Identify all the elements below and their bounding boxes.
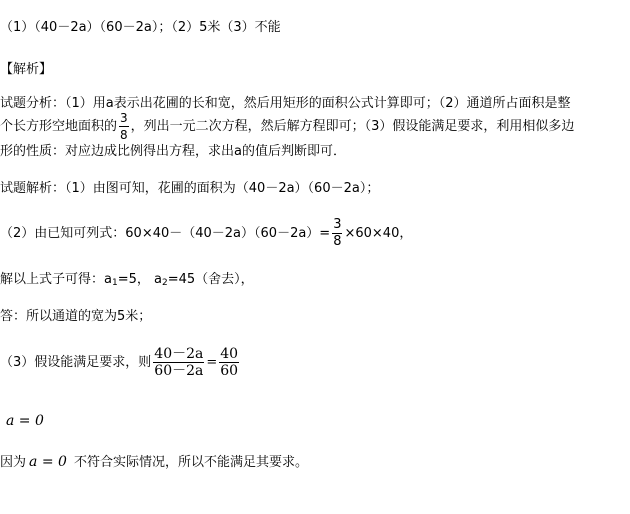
- fraction-denominator: 60: [220, 363, 239, 379]
- solution-line-7: [0, 454, 308, 471]
- fraction-ratio-right: [219, 346, 239, 379]
- solution-text-4: 答：所以通道的宽为5米；: [0, 309, 152, 324]
- fraction-three-eighths: [119, 110, 129, 143]
- solution-line-2: [0, 217, 412, 250]
- fraction-three-eighths-2: [332, 217, 342, 250]
- solution-text-7b: 不符合实际情况，所以不能满足其要求。: [69, 455, 309, 470]
- analysis-heading-text: 【解析】: [0, 62, 53, 77]
- fraction-numerator: 40: [220, 346, 239, 362]
- solution-text-3c: =45（舍去），: [167, 272, 254, 287]
- solution-line-3: [0, 272, 254, 291]
- analysis-paragraph-line-2: [0, 110, 574, 143]
- analysis-text-2a: 个长方形空地面积的: [0, 119, 118, 134]
- solution-text-1: 试题解析：（1）由图可知，花圃的面积为（40－2a）（60－2a）；: [0, 181, 380, 196]
- answer-line: [0, 20, 281, 36]
- solution-line-5: [0, 346, 241, 379]
- fraction-denominator: 8: [120, 128, 128, 142]
- solution-inline-math: a = 0: [29, 454, 67, 470]
- solution-text-2b: ×60×40，: [344, 226, 413, 241]
- fraction-ratio-left: [153, 346, 204, 379]
- solution-line-4: [0, 309, 151, 325]
- analysis-paragraph-line-3: [0, 144, 346, 160]
- fraction-numerator: 40－2a: [154, 346, 204, 362]
- fraction-denominator: 60－2a: [154, 363, 204, 379]
- analysis-text-2b: ，列出一元二次方程，然后解方程即可；（3）假设能满足要求，利用相似多边: [130, 119, 575, 134]
- subscript-2: 2: [161, 278, 168, 288]
- equals-sign: =: [206, 355, 218, 370]
- solution-text-7a: 因为: [0, 455, 27, 470]
- solution-text-2a: （2）由已知可列式：60×40－（40－2a）（60－2a）=: [0, 226, 331, 241]
- subscript-1: 1: [111, 278, 118, 288]
- solution-text-3b: =5， a: [117, 272, 162, 287]
- analysis-text-1: 试题分析：（1）用a表示出花圃的长和宽，然后用矩形的面积公式计算即可；（2）通道所占面积是整: [0, 96, 571, 111]
- fraction-numerator: 3: [120, 111, 128, 125]
- solution-text-3a: 解以上式子可得：a: [0, 272, 112, 287]
- solution-equation-a-zero: a = 0: [6, 413, 44, 429]
- solution-line-6: [6, 413, 44, 429]
- solution-text-5a: （3）假设能满足要求，则: [0, 355, 152, 370]
- solution-line-1: [0, 181, 379, 197]
- fraction-denominator: 8: [333, 234, 342, 249]
- fraction-numerator: 3: [333, 217, 342, 232]
- analysis-heading: [0, 62, 52, 78]
- analysis-text-3: 形的性质：对应边成比例得出方程，求出a的值后判断即可．: [0, 144, 346, 159]
- answer-text: （1）（40－2a）（60－2a）；（2）5米（3）不能: [0, 20, 281, 35]
